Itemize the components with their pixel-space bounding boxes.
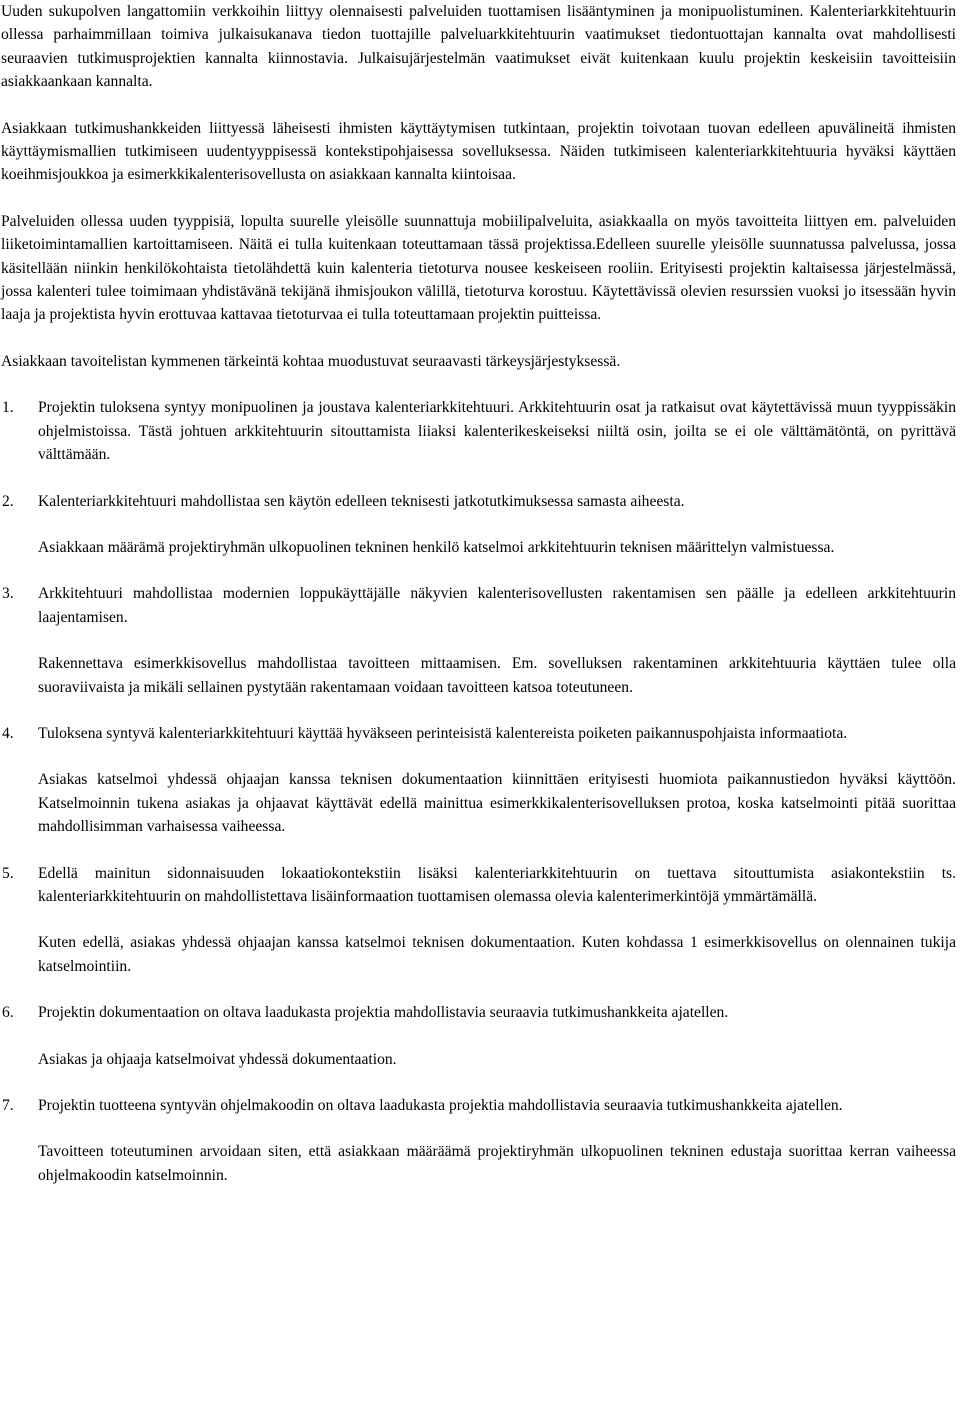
- list-item-number: 5.: [2, 864, 14, 882]
- list-item: [1, 396, 956, 466]
- list-item-text: Kalenteriarkkitehtuuri mahdollistaa sen käytön edelleen teknisesti jatkotutkimuksessa samasta aiheesta.: [38, 492, 685, 510]
- paragraph-services: Palveluiden ollessa uuden tyyppisiä, lopulta suurelle yleisölle suunnattuja mobiilipalveluita, asiakkaalla on myös tavoitteita liittyen em. palveluiden liiketoimintamallien kartoittamiseen. Näitä ei tulla kuitenkaan toteuttamaan tässä projektissa.Edelleen suurelle yleisölle suunnatussa palvelussa, jossa käsitellään niinkin henkilökohtaista tietolähdettä kuin kalenteria tietoturva nousee keskeiseen rooliin. Erityisesti projektin kaltaisessa järjestelmässä, jossa kalenteri tulee toimimaan yhdistävänä tekijänä ihmisjoukon välillä, tietoturva korostuu. Käytettävissä olevien resurssien vuoksi jo itsessään hyvin laaja ja projektista hyvin erottuvaa kattavaa tietoturvaa ei tulla toteuttamaan projektin puitteissa.: [1, 212, 956, 324]
- list-item-measure: Asiakkaan määrämä projektiryhmän ulkopuolinen tekninen henkilö katselmoi arkkitehtuurin teknisen määrittelyn valmistuessa.: [38, 538, 835, 556]
- list-item: [1, 1094, 956, 1187]
- paragraph-research: Asiakkaan tutkimushankkeiden liittyessä läheisesti ihmisten käyttäytymisen tutkintaan, projektin toivotaan tuovan edelleen apuvälineitä ihmisten käyttäymismallien tutkimiseen uudentyyppisessä kontekstipohjaisessa sovelluksessa. Näiden tutkimiseen kalenteriarkkitehtuuria hyväksi käyttäen koeihmisjoukkoa ja esimerkkikalenterisovellusta on asiakkaan kannalta kiintoisaa.: [1, 119, 956, 184]
- paragraph-intro: Uuden sukupolven langattomiin verkkoihin liittyy olennaisesti palveluiden tuottamisen lisääntyminen ja monipuolistuminen. Kalenteriarkkitehtuurin ollessa parhaimmillaan toimiva julkaisukanava tiedon tuottajille palveluarkkitehtuurin vaatimukset tiedontuottajan kannalta ovat mahdollisesti seuraavien tutkimusprojektien kannalta kiinnostavia. Julkaisujärjestelmän vaatimukset eivät kuitenkaan kuulu projektin keskeisiin tavoitteisiin asiakkaankaan kannalta.: [1, 3, 956, 91]
- list-item-number: 7.: [2, 1097, 14, 1114]
- goal-list: [1, 396, 956, 1187]
- list-item-number: 6.: [2, 1004, 14, 1022]
- list-item-text: Projektin tuloksena syntyy monipuolinen ja joustava kalenteriarkkitehtuuri. Arkkitehtuurin osat ja ratkaisut ovat käytettävissä muun tyyppissäkin ohjelmistoissa. Tästä johtuen arkkitehtuurin sitouttamista liiaksi kalenterikeskeiseksi niiltä osin, joilta se ei ole välttämätöntä, on pyrittävä välttämään.: [38, 399, 956, 464]
- list-item-measure: Kuten edellä, asiakas yhdessä ohjaajan kanssa katselmoi teknisen dokumentaation. Kuten kohdassa 1 esimerkkisovellus on olennainen tukija katselmointiin.: [38, 934, 956, 975]
- list-item: [1, 490, 956, 560]
- list-item-measure: Tavoitteen toteutuminen arvoidaan siten, että asiakkaan määräämä projektiryhmän ulkopuolinen tekninen edustaja suorittaa kerran vaiheessa ohjelmakoodin katselmoinnin.: [38, 1143, 956, 1184]
- list-item-number: 4.: [2, 724, 14, 742]
- list-item-number: 1.: [2, 399, 14, 417]
- list-item-number: 2.: [2, 492, 14, 510]
- list-item: [1, 582, 956, 699]
- list-item-number: 3.: [2, 585, 14, 603]
- list-item: [1, 862, 956, 979]
- list-item: [1, 722, 956, 839]
- list-item-text: Projektin dokumentaation on oltava laadukasta projektia mahdollistavia seuraavia tutkimushankkeita ajatellen.: [38, 1004, 729, 1022]
- paragraph-goal-list-intro: Asiakkaan tavoitelistan kymmenen tärkeintä kohtaa muodustuvat seuraavasti tärkeysjärjestyksessä.: [1, 352, 621, 370]
- list-item-measure: Asiakas ja ohjaaja katselmoivat yhdessä dokumentaation.: [38, 1050, 397, 1068]
- list-item-text: Tuloksena syntyvä kalenteriarkkitehtuuri käyttää hyväkseen perinteisistä kalentereista poiketen paikannuspohjaista informaatiota.: [38, 724, 848, 742]
- list-item: [1, 1001, 956, 1071]
- list-item-text: Edellä mainitun sidonnaisuuden lokaatiokontekstiin lisäksi kalenteriarkkitehtuurin on tuettava sitouttumista asiakontekstiin ts. kalenteriarkkitehtuurin on mahdollistettava lisäinformaation tuottamisen olemassa olevia kalenterimerkintöjä ymmärtämällä.: [38, 864, 956, 905]
- list-item-text: Arkkitehtuuri mahdollistaa modernien loppukäyttäjälle näkyvien kalenterisovellusten rakentamisen sen päälle ja edelleen arkkitehtuurin laajentamisen.: [38, 585, 956, 626]
- list-item-measure: Asiakas katselmoi yhdessä ohjaajan kanssa teknisen dokumentaation kiinnittäen erityisesti huomiota paikannustiedon hyväksi käyttöön. Katselmoinnin tukena asiakas ja ohjaavat käyttävät edellä mainittua esimerkkikalenterisovelluksen protoa, koska katselmointi pitää suorittaa mahdollisimman varhaisessa vaiheessa.: [38, 771, 956, 836]
- list-item-measure: Rakennettava esimerkkisovellus mahdollistaa tavoitteen mittaamisen. Em. sovelluksen rakentaminen arkkitehtuuria käyttäen tulee olla suoraviivaista ja mikäli sellainen pystytään rakentamaan voidaan tavoitteen katsoa toteutuneen.: [38, 655, 956, 696]
- list-item-text: Projektin tuotteena syntyvän ohjelmakoodin on oltava laadukasta projektia mahdollistavia seuraavia tutkimushankkeita ajatellen.: [38, 1097, 843, 1114]
